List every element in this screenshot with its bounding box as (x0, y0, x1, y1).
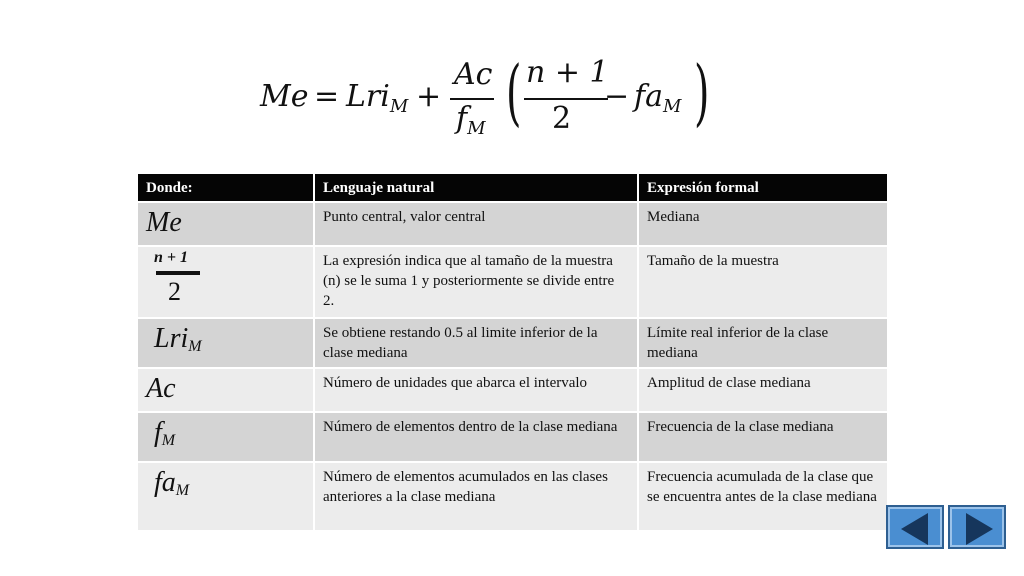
symbol-lrim: Lri$_M$ (138, 318, 314, 368)
formal-cell: Frecuencia de la clase mediana (638, 412, 888, 462)
symbol-numerator: n + 1 (154, 249, 189, 266)
symbol-fam: $fa_M$ (138, 462, 314, 530)
next-slide-button[interactable] (948, 505, 1006, 549)
formal-cell: Frecuencia acumulada de la clase que se encuentra antes de la clase mediana (638, 462, 888, 530)
triangle-right-icon (950, 507, 1008, 551)
table-header-row (138, 174, 888, 202)
natural-cell: Número de unidades que abarca el intervalo (314, 368, 638, 412)
formula-n-plus-1: n + 1 (526, 55, 609, 90)
formula-equals: = (314, 79, 340, 114)
table-row (138, 246, 888, 318)
table-row (138, 462, 888, 530)
table-row (138, 202, 888, 246)
symbol-fm: $f_M$ (138, 412, 314, 462)
triangle-left-icon (888, 507, 946, 551)
natural-cell: La expresión indica que al tamaño de la muestra (n) se le suma 1 y posteriormente se divide entre 2. (314, 246, 638, 318)
formal-cell: Límite real inferior de la clase mediana (638, 318, 888, 368)
formal-cell: Tamaño de la muestra (638, 246, 888, 318)
symbol-me: Me (138, 202, 314, 246)
median-formula (258, 52, 728, 142)
header-lenguaje-natural: Lenguaje natural (314, 174, 638, 202)
header-expresion-formal: Expresión formal (638, 174, 888, 202)
formula-left-paren: ( (506, 50, 522, 134)
symbol-ac: Ac (138, 368, 314, 412)
natural-cell: Número de elementos dentro de la clase mediana (314, 412, 638, 462)
symbol-n-plus-1-over-2 (138, 246, 314, 318)
formula-right-paren: ) (694, 50, 710, 134)
table-row (138, 368, 888, 412)
formula-ac: Ac (454, 57, 493, 92)
formal-cell: Amplitud de clase mediana (638, 368, 888, 412)
formula-plus: + (416, 79, 442, 114)
natural-cell: Punto central, valor central (314, 202, 638, 246)
table-row (138, 318, 888, 368)
natural-cell: Número de elementos acumulados en las clases anteriores a la clase mediana (314, 462, 638, 530)
formula-two: 2 (552, 101, 572, 136)
header-donde: Donde: (138, 174, 314, 202)
table-row (138, 412, 888, 462)
formula-minus: − (604, 79, 630, 114)
symbol-fraction-bar (156, 271, 200, 275)
formula-fraction-bar-1 (450, 98, 494, 100)
formula-me: Me (260, 79, 309, 114)
formal-cell: Mediana (638, 202, 888, 246)
formula-lri: Lri$_M$ (346, 79, 409, 117)
natural-cell: Se obtiene restando 0.5 al limite inferior de la clase mediana (314, 318, 638, 368)
formula-fraction-bar-2 (524, 98, 608, 100)
symbol-denominator: 2 (168, 277, 181, 306)
formula-fam: $fa_M$ (634, 79, 682, 117)
formula-fm: $f_M$ (456, 101, 486, 139)
previous-slide-button[interactable] (886, 505, 944, 549)
definitions-table (138, 174, 889, 530)
